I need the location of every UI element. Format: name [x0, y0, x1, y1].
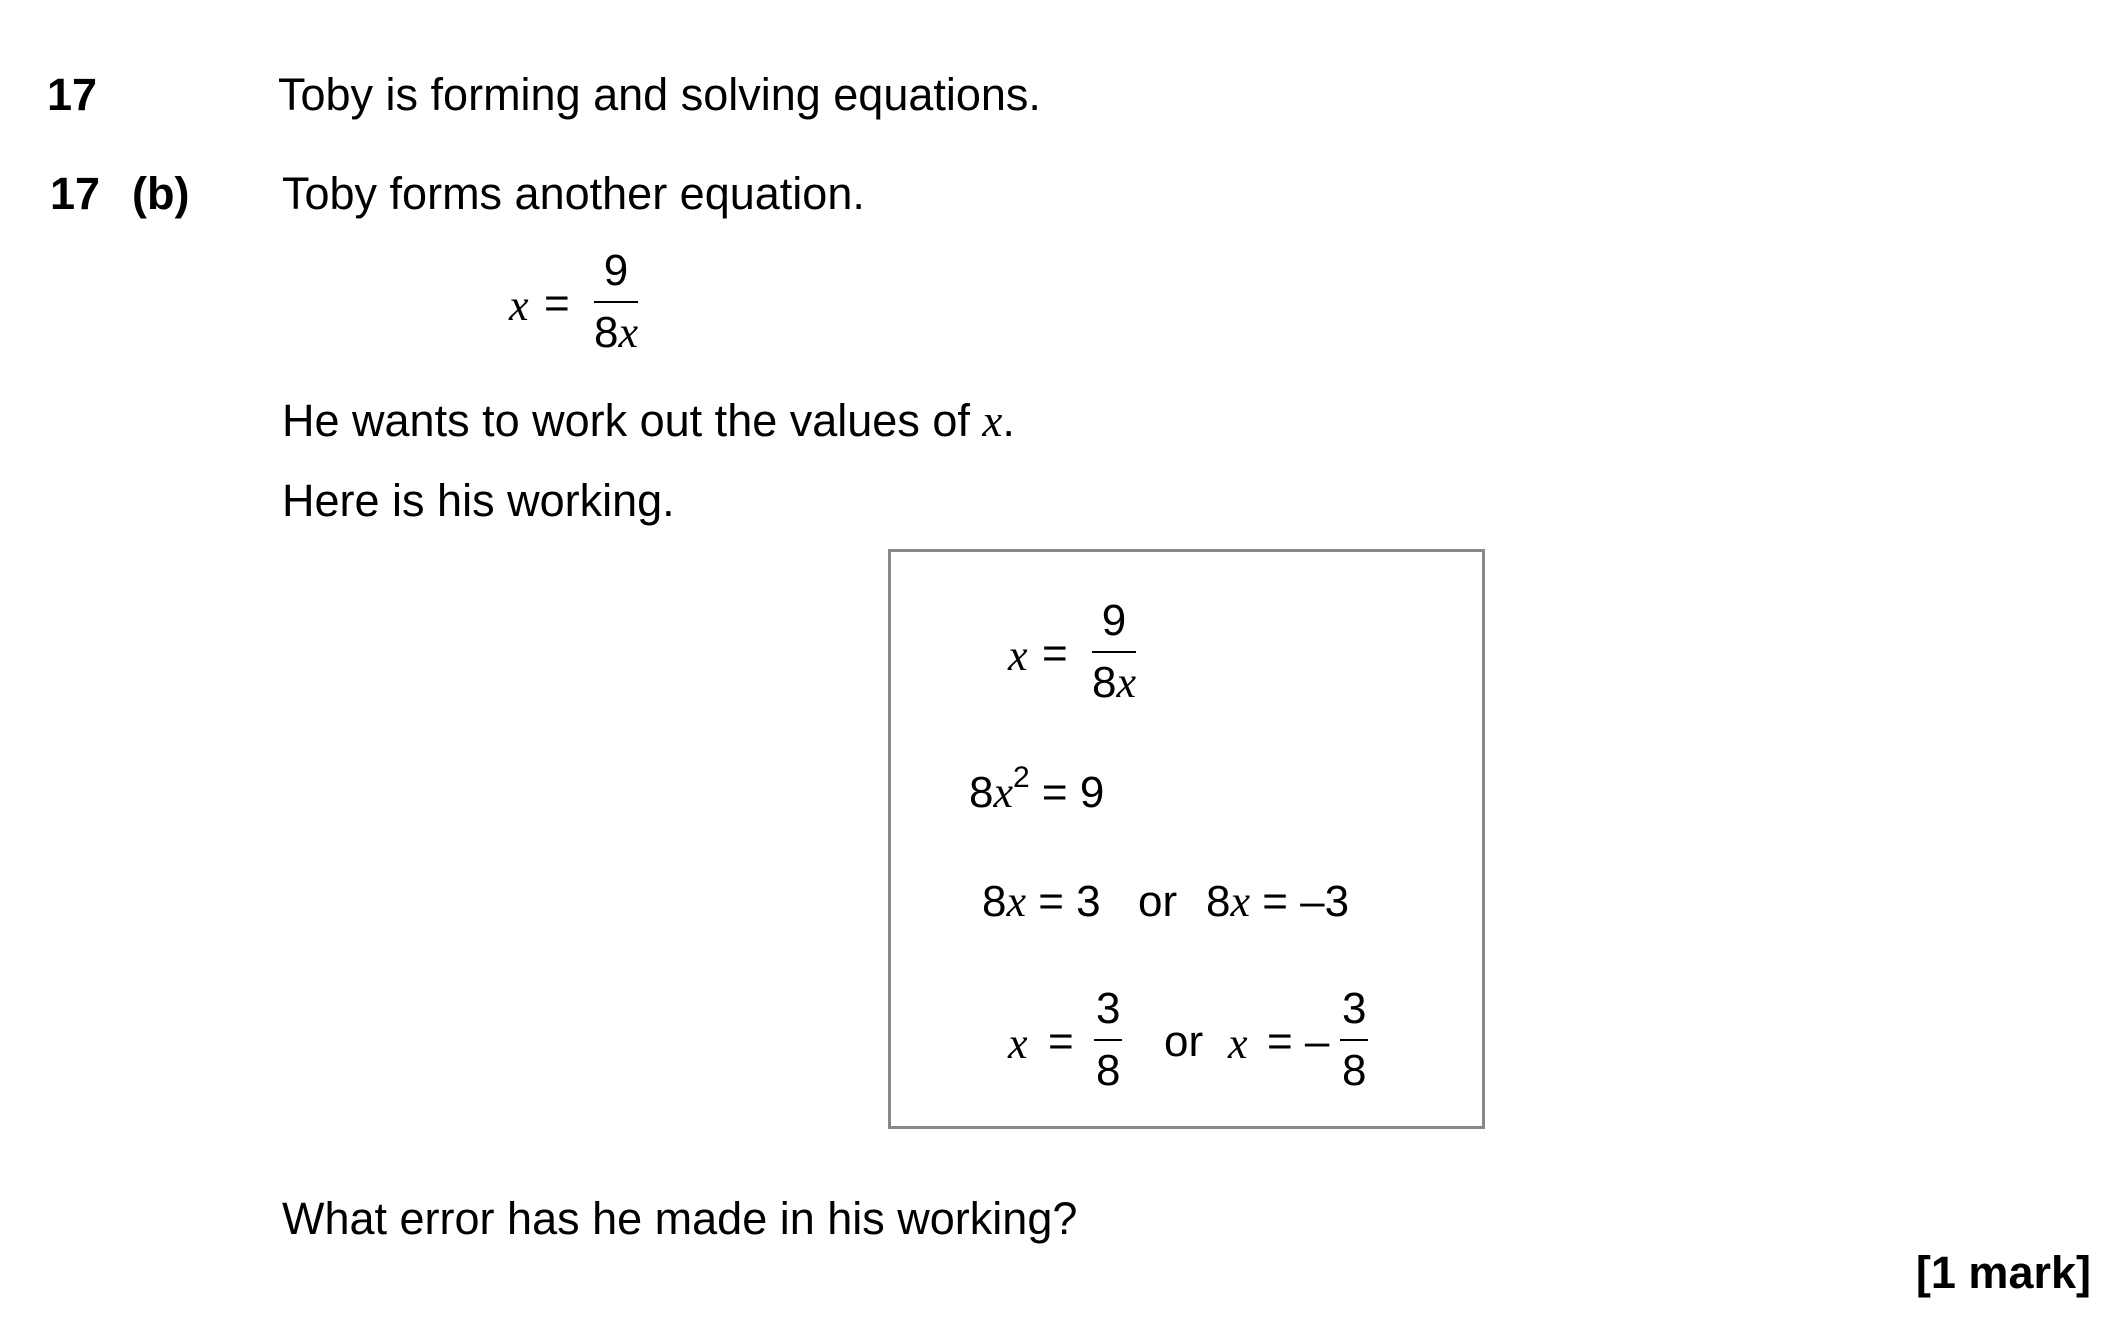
question-stem: Toby is forming and solving equations.: [278, 69, 1041, 120]
values-sentence: He wants to work out the values of x.: [282, 395, 1015, 446]
working-line4-left-var: x: [1008, 1019, 1028, 1068]
working-line1-equals: =: [1042, 629, 1068, 678]
working-line4-right-denominator: 8: [1342, 1046, 1367, 1095]
question-prompt: What error has he made in his working?: [282, 1193, 1078, 1244]
working-line4-left-denominator: 8: [1096, 1046, 1121, 1095]
working-line3-or: or: [1138, 877, 1178, 926]
working-line1-denominator: 8x: [1092, 658, 1137, 707]
working-intro: Here is his working.: [282, 475, 675, 526]
part-number: 17: [50, 168, 101, 219]
working-line1-numerator: 9: [1101, 596, 1127, 645]
part-label: (b): [132, 168, 190, 219]
question-number: 17: [47, 69, 98, 120]
working-line4-or: or: [1164, 1017, 1204, 1066]
working-line4-right-fraction: [1340, 984, 1368, 1095]
part-intro: Toby forms another equation.: [282, 168, 865, 219]
equation-equals: =: [544, 279, 570, 328]
working-line1-fraction: [1092, 596, 1137, 707]
working-line-2: $8x^2 = 9$: [969, 761, 1105, 817]
marks-label: [1 mark]: [1915, 1247, 2091, 1298]
working-line3-right: 8x = –3: [1206, 877, 1350, 926]
working-line4-left-fraction: [1094, 984, 1122, 1095]
working-line4-right-equals: = –: [1267, 1017, 1330, 1066]
working-line1-var: x: [1008, 631, 1028, 680]
equation-denominator: 8x: [594, 308, 639, 357]
equation-lhs-var: x: [509, 281, 529, 330]
equation-fraction: [594, 246, 639, 357]
working-line4-left-equals: =: [1048, 1017, 1074, 1066]
equation-numerator: 9: [603, 246, 629, 295]
working-line4-left-numerator: 3: [1096, 984, 1121, 1033]
working-line4-right-numerator: 3: [1342, 984, 1367, 1033]
working-line4-right-var: x: [1228, 1019, 1248, 1068]
working-line3-left: 8x = 3: [982, 877, 1101, 926]
